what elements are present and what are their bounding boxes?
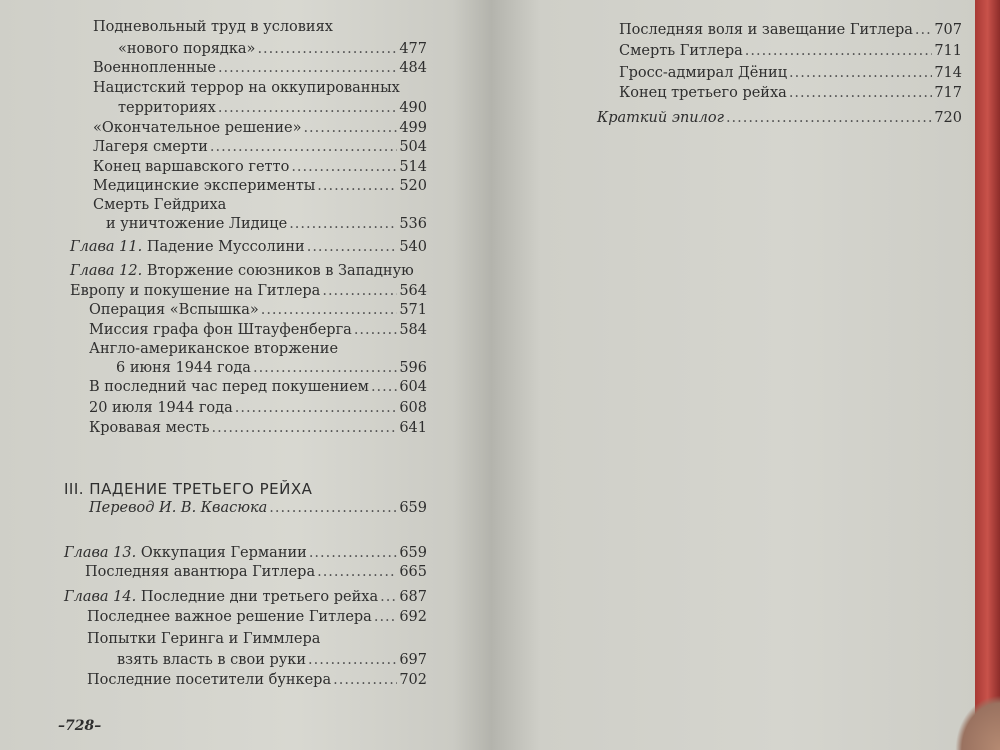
leader-dots: [915, 20, 932, 40]
toc-entry-text: В последний час перед покушением: [89, 379, 369, 395]
toc-entry-text: Смерть Гейдриха: [93, 197, 227, 213]
toc-page-number: 714: [934, 65, 962, 81]
toc-page-number: 702: [399, 672, 427, 688]
toc-page-number: 514: [399, 159, 427, 175]
toc-page-number: 564: [399, 283, 427, 299]
leader-dots: [371, 377, 397, 397]
toc-page-number: 484: [399, 60, 427, 76]
toc-entry: [93, 58, 427, 78]
leader-dots: [210, 137, 397, 157]
chapter-label: Глава 11.: [70, 239, 143, 255]
toc-entry-text: Краткий эпилог: [597, 110, 724, 126]
toc-entry-text: и уничтожение Лидице: [106, 216, 288, 232]
leader-dots: [789, 63, 932, 83]
toc-page-number: 659: [399, 545, 427, 561]
chapter-label: Глава 13.: [64, 545, 137, 561]
toc-entry-text: Конец третьего рейха: [619, 85, 787, 101]
leader-dots: [745, 41, 933, 61]
toc-entry-text: Последняя воля и завещание Гитлера: [619, 22, 913, 38]
toc-entry-text: Последняя авантюра Гитлера: [85, 564, 316, 580]
toc-page-number: 571: [399, 302, 427, 318]
toc-entry-text: Оккупация Германии: [140, 545, 307, 561]
leader-dots: [789, 83, 933, 103]
toc-entry: [89, 418, 427, 438]
toc-chapter-entry: [64, 587, 427, 607]
leader-dots: [380, 587, 397, 607]
toc-page-number: 641: [399, 420, 427, 436]
toc-entry: [89, 398, 427, 418]
toc-entry-text: Последнее важное решение Гитлера: [87, 609, 372, 625]
toc-entry-text: Англо-американское вторжение: [89, 341, 339, 357]
toc-entry-text: «нового порядка»: [118, 41, 256, 57]
toc-entry-text: Военнопленные: [93, 60, 216, 76]
section-title: III. ПАДЕНИЕ ТРЕТЬЕГО РЕЙХА: [64, 480, 313, 498]
toc-page-number: 717: [934, 85, 962, 101]
toc-entry-text: Кровавая месть: [89, 420, 210, 436]
left-page: [0, 0, 492, 750]
toc-entry: [89, 300, 427, 320]
toc-entry: [118, 98, 427, 118]
toc-entry: [116, 358, 427, 378]
toc-page-number: 536: [399, 216, 427, 232]
toc-chapter-entry: [70, 237, 427, 257]
toc-page-number: 707: [934, 22, 962, 38]
right-page: [492, 0, 977, 750]
toc-entry: [93, 137, 427, 157]
leader-dots: [726, 108, 932, 128]
leader-dots: [317, 176, 397, 196]
toc-page-number: 477: [399, 41, 427, 57]
toc-entry-text: Попытки Геринга и Гиммлера: [87, 631, 321, 647]
leader-dots: [374, 607, 397, 627]
leader-dots: [212, 418, 398, 438]
toc-entry: [93, 176, 427, 196]
leader-dots: [269, 498, 397, 518]
leader-dots: [261, 300, 398, 320]
toc-entry-text: взять власть в свои руки: [117, 652, 307, 668]
toc-page-number: 711: [934, 43, 962, 59]
toc-entry-text: Европу и покушение на Гитлера: [70, 283, 321, 299]
toc-page-number: 720: [934, 110, 962, 126]
toc-page-number: 504: [399, 139, 427, 155]
toc-entry: [597, 108, 962, 128]
leader-dots: [291, 157, 397, 177]
toc-page-number: 520: [399, 178, 427, 194]
book-cover-edge: [975, 0, 1000, 750]
toc-entry: [85, 562, 427, 582]
toc-entry: [619, 83, 962, 103]
leader-dots: [235, 398, 398, 418]
toc-page-number: 697: [399, 652, 427, 668]
toc-page-number: 596: [399, 360, 427, 376]
leader-dots: [308, 650, 397, 670]
toc-entry: [89, 377, 427, 397]
toc-entry-text: Вторжение союзников в Западную: [146, 263, 414, 279]
toc-page-number: 490: [399, 100, 427, 116]
toc-page-number: 659: [399, 500, 427, 516]
toc-entry: [619, 20, 962, 40]
toc-entry-text: Миссия графа фон Штауфенберга: [89, 322, 352, 338]
toc-page-number: 687: [399, 589, 427, 605]
toc-entry-text: территориях: [118, 100, 216, 116]
toc-chapter-entry: [70, 261, 414, 281]
toc-entry-text: Медицинские эксперименты: [93, 178, 316, 194]
toc-entry-text: Конец варшавского гетто: [93, 159, 290, 175]
toc-entry: [70, 281, 427, 301]
toc-entry: [619, 41, 962, 61]
toc-entry-text: 20 июля 1944 года: [89, 400, 233, 416]
toc-entry-text: Смерть Гитлера: [619, 43, 743, 59]
chapter-label: Глава 14.: [64, 589, 137, 605]
translator-credit: Перевод И. В. Квасюка: [89, 500, 268, 516]
leader-dots: [218, 98, 397, 118]
toc-entry-text: Нацистский террор на оккупированных: [93, 80, 400, 96]
leader-dots: [253, 358, 397, 378]
toc-entry: [619, 63, 962, 83]
chapter-label: Глава 12.: [70, 263, 143, 279]
page-number-footer: –728–: [58, 718, 102, 734]
toc-entry-text: Гросс-адмирал Дёниц: [619, 65, 788, 81]
toc-entry: [89, 320, 427, 340]
toc-entry-text: Лагеря смерти: [93, 139, 208, 155]
leader-dots: [333, 670, 397, 690]
thumb: [955, 695, 1000, 750]
toc-entry-text: Последние дни третьего рейха: [140, 589, 379, 605]
toc-entry: [87, 670, 427, 690]
toc-page-number: 540: [399, 239, 427, 255]
toc-entry-text: Последние посетители бункера: [87, 672, 332, 688]
leader-dots: [307, 237, 398, 257]
leader-dots: [257, 39, 397, 59]
toc-page-number: 604: [399, 379, 427, 395]
toc-entry: [89, 498, 427, 518]
toc-entry: [93, 118, 427, 138]
leader-dots: [289, 214, 397, 234]
toc-page-number: 608: [399, 400, 427, 416]
toc-entry-text: «Окончательное решение»: [93, 120, 302, 136]
toc-entry-text: Операция «Вспышка»: [89, 302, 259, 318]
leader-dots: [354, 320, 397, 340]
toc-entry: [87, 607, 427, 627]
toc-entry: [118, 39, 427, 59]
toc-page-number: 692: [399, 609, 427, 625]
leader-dots: [218, 58, 397, 78]
toc-page-number: 584: [399, 322, 427, 338]
toc-page-number: 665: [399, 564, 427, 580]
leader-dots: [322, 281, 397, 301]
toc-entry-text: 6 июня 1944 года: [116, 360, 251, 376]
leader-dots: [317, 562, 397, 582]
toc-chapter-entry: [64, 543, 427, 563]
toc-page-number: 499: [399, 120, 427, 136]
toc-entry: [106, 214, 427, 234]
toc-entry: [93, 157, 427, 177]
leader-dots: [303, 118, 397, 138]
toc-entry-text: Подневольный труд в условиях: [93, 19, 333, 35]
toc-entry: [117, 650, 427, 670]
leader-dots: [309, 543, 397, 563]
toc-entry-text: Падение Муссолини: [146, 239, 305, 255]
